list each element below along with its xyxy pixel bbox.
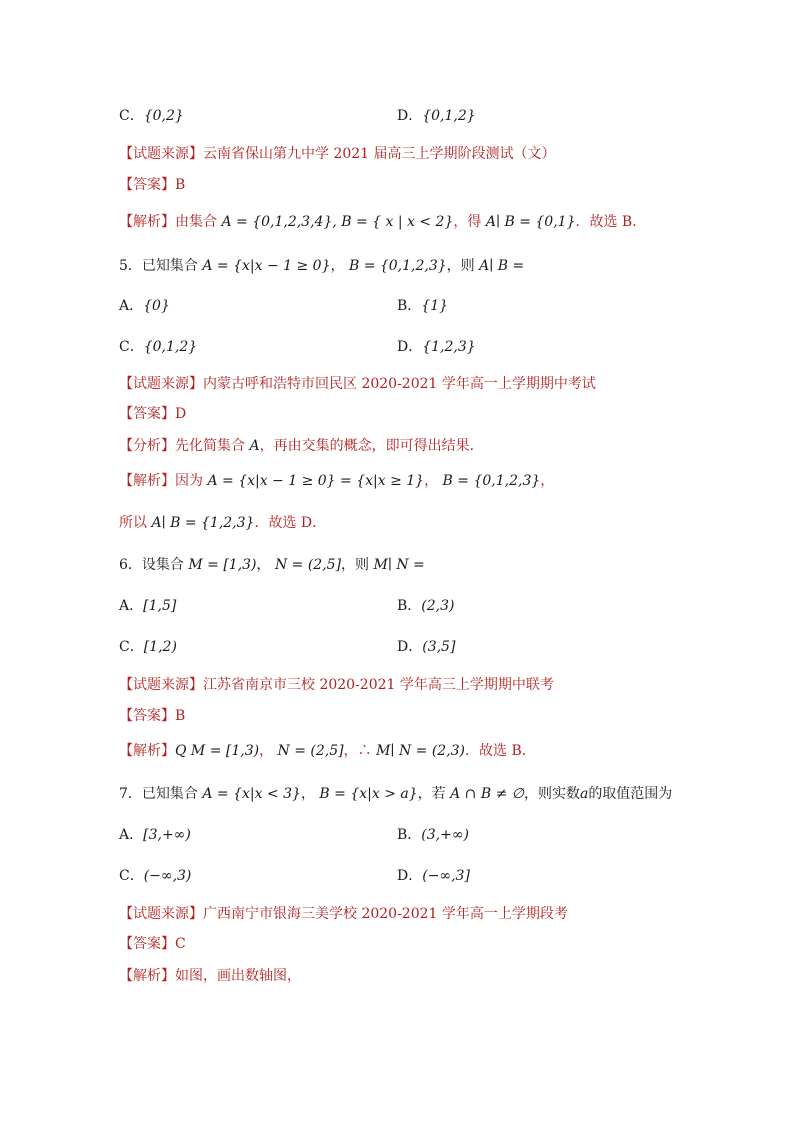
text-line-l8	[119, 374, 596, 394]
text-line-l2	[119, 144, 556, 164]
math-expression: M∣ N =	[373, 557, 425, 573]
text-fragment: 内蒙古呼和浩特市回民区 2020-2021 学年高一上学期期中考试	[203, 376, 596, 392]
math-expression: [3,+∞)	[143, 827, 191, 843]
text-fragment: ，若	[417, 786, 451, 802]
math-expression: M∣ N = (2,3)	[376, 743, 466, 759]
text-fragment: ，	[540, 473, 555, 489]
text-fragment: 【解析】	[119, 743, 175, 759]
text-line-l1	[119, 106, 184, 126]
math-expression: (2,3)	[421, 598, 455, 614]
text-fragment: B	[175, 708, 186, 724]
text-fragment: ，	[424, 473, 443, 489]
text-fragment: 【答案】	[119, 936, 175, 952]
math-expression: {1,2,3}	[422, 339, 476, 355]
math-expression: A ∩ B ≠ ∅	[450, 786, 524, 802]
text-line-l9	[119, 404, 186, 424]
text-fragment: 由集合	[175, 214, 222, 230]
math-expression: A∣ B = {1,2,3}	[151, 515, 255, 531]
text-fragment: C．	[119, 868, 144, 884]
math-expression: A = {x|x − 1 ≥ 0} = {x|x ≥ 1}	[207, 473, 425, 489]
math-expression: A = {x|x − 1 ≥ 0}	[202, 258, 331, 274]
text-fragment: A．	[119, 298, 144, 314]
math-expression: (−∞,3]	[422, 868, 470, 884]
text-line-l14b	[397, 596, 455, 616]
text-fragment: ．故选 B．	[575, 214, 647, 230]
text-fragment: 【解析】	[119, 968, 175, 984]
text-line-l16	[119, 675, 554, 695]
math-expression: [1,2)	[143, 639, 177, 655]
text-fragment: B．	[397, 598, 422, 614]
text-line-l15b	[397, 637, 455, 657]
text-fragment: 先化简集合	[175, 438, 250, 454]
text-fragment: ，	[330, 258, 349, 274]
text-fragment: ，则实数	[523, 786, 580, 802]
text-line-l4	[119, 212, 646, 232]
math-expression: A	[249, 438, 260, 454]
math-expression: {0,1,2}	[422, 108, 476, 124]
text-fragment: ，∴	[343, 743, 377, 759]
text-fragment: A．	[119, 827, 144, 843]
text-line-l7b	[397, 337, 476, 357]
text-line-l3	[119, 175, 185, 195]
text-line-l1b	[397, 106, 476, 126]
text-line-l6b	[397, 296, 448, 316]
text-line-l20b	[397, 825, 469, 845]
text-fragment: B．	[397, 827, 422, 843]
math-expression: {0,2}	[143, 108, 184, 124]
math-expression: [1,5]	[143, 598, 177, 614]
text-fragment: 5．已知集合	[119, 258, 203, 274]
text-line-l17	[119, 706, 185, 726]
text-line-l15	[119, 637, 177, 657]
math-expression: Q M = [1,3)	[175, 743, 260, 759]
text-line-l24	[119, 966, 301, 986]
math-expression: (3,+∞)	[421, 827, 469, 843]
text-line-l23	[119, 934, 186, 954]
math-expression: (3,5]	[422, 639, 456, 655]
text-fragment: D．	[397, 108, 423, 124]
text-fragment: 江苏省南京市三校 2020-2021 学年高三上学期期中联考	[203, 677, 554, 693]
text-line-l12	[119, 513, 326, 533]
text-line-l20	[119, 825, 191, 845]
text-fragment: ，得	[453, 214, 486, 230]
text-fragment: 【试题来源】	[119, 376, 203, 392]
math-expression: A∣ B = {0,1}	[485, 214, 576, 230]
text-fragment: 云南省保山第九中学 2021 届高三上学期阶段测试（文）	[203, 146, 556, 162]
text-fragment: C．	[119, 339, 144, 355]
text-line-l21b	[397, 866, 470, 886]
text-fragment: ，	[256, 557, 275, 573]
text-line-l19	[119, 784, 672, 804]
text-fragment: 【解析】	[119, 214, 175, 230]
text-fragment: ，	[300, 786, 320, 802]
math-expression: B = {x|x > a}	[319, 786, 418, 802]
text-fragment: 如图，画出数轴图，	[175, 968, 301, 984]
math-expression: (−∞,3)	[143, 868, 192, 884]
text-fragment: D．	[397, 639, 423, 655]
text-fragment: ，再由交集的概念，即可得出结果．	[259, 438, 484, 454]
text-fragment: 【试题来源】	[119, 677, 203, 693]
text-fragment: ．故选 D．	[254, 515, 327, 531]
text-fragment: B．	[397, 298, 422, 314]
text-fragment: C．	[119, 639, 144, 655]
math-expression: {0}	[143, 298, 170, 314]
math-expression: {1}	[421, 298, 449, 314]
text-fragment: 【试题来源】	[119, 906, 203, 922]
text-line-l10	[119, 436, 484, 456]
text-line-l7	[119, 337, 197, 357]
text-line-l13	[119, 555, 425, 575]
math-expression: B = {0,1,2,3}	[442, 473, 541, 489]
text-fragment: A．	[119, 598, 144, 614]
text-fragment: 所以	[119, 515, 152, 531]
text-fragment: D．	[397, 868, 423, 884]
math-expression: A = {x|x < 3}	[202, 786, 301, 802]
text-line-l5	[119, 256, 524, 276]
text-line-l21	[119, 866, 191, 886]
text-line-l6	[119, 296, 170, 316]
text-fragment: ，	[259, 743, 278, 759]
text-fragment: C．	[119, 108, 144, 124]
text-fragment: C	[175, 936, 186, 952]
text-fragment: 【解析】	[119, 473, 175, 489]
math-expression: A∣ B =	[479, 258, 525, 274]
text-fragment: D	[175, 406, 187, 422]
text-line-l14	[119, 596, 176, 616]
text-fragment: D．	[397, 339, 423, 355]
math-expression: N = (2,5]	[274, 557, 342, 573]
math-expression: {0,1,2}	[143, 339, 198, 355]
math-expression: A = {0,1,2,3,4}, B = { x | x < 2}	[221, 214, 454, 230]
text-fragment: 【分析】	[119, 438, 175, 454]
text-fragment: ，则	[446, 258, 480, 274]
math-expression: a	[579, 786, 589, 802]
text-fragment: 【答案】	[119, 406, 175, 422]
text-fragment: 因为	[175, 473, 208, 489]
math-expression: M = [1,3)	[188, 557, 257, 573]
text-fragment: 6．设集合	[119, 557, 189, 573]
math-expression: B = {0,1,2,3}	[348, 258, 447, 274]
text-fragment: 【答案】	[119, 708, 175, 724]
text-fragment: ．故选 B．	[465, 743, 536, 759]
text-fragment: 的取值范围为	[588, 786, 673, 802]
text-fragment: 【试题来源】	[119, 146, 203, 162]
text-line-l11	[119, 471, 554, 491]
text-line-l22	[119, 904, 568, 924]
text-fragment: 7．已知集合	[119, 786, 203, 802]
text-fragment: 广西南宁市银海三美学校 2020-2021 学年高一上学期段考	[203, 906, 568, 922]
text-line-l18	[119, 741, 536, 761]
text-fragment: ，则	[341, 557, 374, 573]
math-expression: N = (2,5]	[277, 743, 344, 759]
text-fragment: B	[175, 177, 186, 193]
text-fragment: 【答案】	[119, 177, 175, 193]
